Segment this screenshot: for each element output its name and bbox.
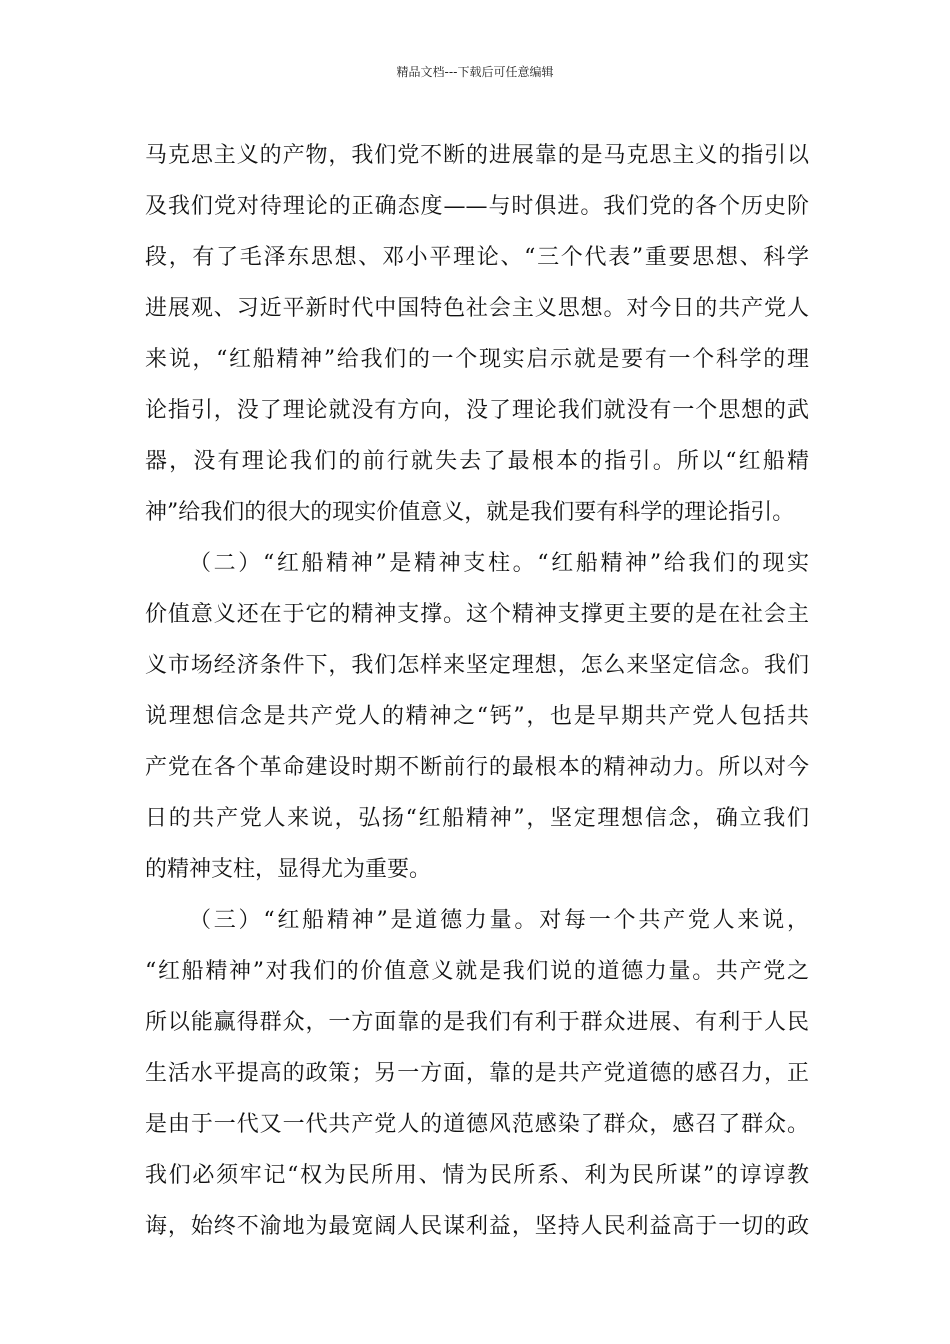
- body-line: 马克思主义的产物，我们党不断的进展靠的是马克思主义的指引以: [145, 143, 809, 168]
- body-line: 日的共产党人来说，弘扬“红船精神”，坚定理想信念，确立我们: [145, 806, 809, 831]
- body-line: 诲，始终不渝地为最宽阔人民谋利益，坚持人民利益高于一切的政: [145, 1214, 809, 1239]
- body-line: 论指引，没了理论就没有方向，没了理论我们就没有一个思想的武: [145, 398, 809, 423]
- body-line: 器，没有理论我们的前行就失去了最根本的指引。所以“红船精: [145, 449, 809, 474]
- body-line: “红船精神”对我们的价值意义就是我们说的道德力量。共产党之: [145, 959, 809, 984]
- document-body: [145, 130, 809, 1252]
- body-line: 进展观、习近平新时代中国特色社会主义思想。对今日的共产党人: [145, 296, 809, 321]
- body-line: 义市场经济条件下，我们怎样来坚定理想，怎么来坚定信念。我们: [145, 653, 809, 678]
- body-line: 是由于一代又一代共产党人的道德风范感染了群众，感召了群众。: [145, 1112, 809, 1137]
- body-line: 段，有了毛泽东思想、邓小平理论、“三个代表”重要思想、科学: [145, 245, 809, 270]
- body-line: 所以能赢得群众，一方面靠的是我们有利于群众进展、有利于人民: [145, 1010, 809, 1035]
- paragraph-start-line: （三）“红船精神”是道德力量。对每一个共产党人来说，: [189, 908, 809, 933]
- body-line: 的精神支柱，显得尤为重要。: [145, 857, 432, 882]
- body-line: 价值意义还在于它的精神支撑。这个精神支撑更主要的是在社会主: [145, 602, 809, 627]
- body-line: 生活水平提高的政策；另一方面，靠的是共产党道德的感召力，正: [145, 1061, 809, 1086]
- body-line: 说理想信念是共产党人的精神之“钙”，也是早期共产党人包括共: [145, 704, 809, 729]
- body-line: 来说，“红船精神”给我们的一个现实启示就是要有一个科学的理: [145, 347, 809, 372]
- body-line: 及我们党对待理论的正确态度——与时俱进。我们党的各个历史阶: [145, 194, 809, 219]
- paragraph-start-line: （二）“红船精神”是精神支柱。“红船精神”给我们的现实: [189, 551, 809, 576]
- body-line: 产党在各个革命建设时期不断前行的最根本的精神动力。所以对今: [145, 755, 809, 780]
- body-line: 我们必须牢记“权为民所用、情为民所系、利为民所谋”的谆谆教: [145, 1163, 809, 1188]
- body-line: 神”给我们的很大的现实价值意义，就是我们要有科学的理论指引。: [145, 500, 795, 525]
- page-header: 精品文档---下载后可任意编辑: [396, 65, 554, 79]
